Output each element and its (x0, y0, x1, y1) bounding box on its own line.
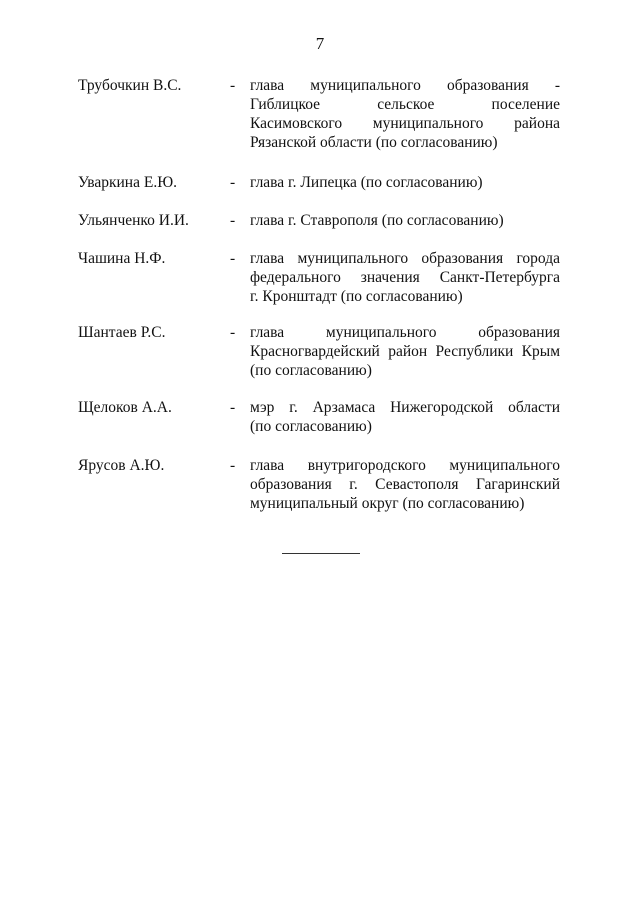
separator-dash: - (230, 212, 236, 229)
position-line: глава муниципального образования - (250, 77, 560, 94)
position-line: (по согласованию) (250, 362, 372, 379)
member-entry (78, 173, 560, 192)
position-line: (по согласованию) (250, 418, 372, 435)
member-name: Трубочкин В.С. (78, 77, 182, 94)
position-line: глава внутригородского муниципального (250, 457, 560, 474)
position-line: муниципальный округ (по согласованию) (250, 495, 525, 512)
member-name: Ульянченко И.И. (78, 212, 189, 229)
member-entry (78, 76, 560, 152)
member-name: Щелоков А.А. (78, 399, 172, 416)
member-position (250, 173, 560, 192)
member-entry (78, 323, 560, 380)
member-entry (78, 211, 560, 230)
position-line: Касимовского муниципального района (250, 115, 560, 132)
member-position (250, 456, 560, 513)
member-name: Уваркина Е.Ю. (78, 174, 177, 191)
position-line: глава муниципального образования (250, 324, 560, 341)
separator-dash: - (230, 399, 236, 416)
member-name: Шантаев Р.С. (78, 324, 166, 341)
position-line: глава г. Ставрополя (по согласованию) (250, 212, 504, 229)
position-line: Красногвардейский район Республики Крым (250, 343, 560, 360)
separator-dash: - (230, 250, 236, 267)
end-of-list-rule (282, 553, 360, 554)
separator-dash: - (230, 174, 236, 191)
position-line: федерального значения Санкт-Петербурга (250, 269, 560, 286)
member-position (250, 323, 560, 380)
separator-dash: - (230, 324, 236, 341)
member-name: Ярусов А.Ю. (78, 457, 165, 474)
member-entry (78, 456, 560, 513)
position-line: Гиблицкое сельское поселение (250, 96, 560, 113)
member-position (250, 398, 560, 436)
separator-dash: - (230, 457, 236, 474)
member-position (250, 211, 560, 230)
separator-dash: - (230, 77, 236, 94)
position-line: глава муниципального образования города (250, 250, 560, 267)
page-number: 7 (315, 34, 325, 53)
position-line: глава г. Липецка (по согласованию) (250, 174, 483, 191)
member-position (250, 249, 560, 306)
member-entry (78, 398, 560, 436)
position-line: мэр г. Арзамаса Нижегородской области (250, 399, 560, 416)
member-entry (78, 249, 560, 306)
member-name: Чашина Н.Ф. (78, 250, 166, 267)
position-line: Рязанской области (по согласованию) (250, 134, 498, 151)
member-position (250, 76, 560, 152)
position-line: образования г. Севастополя Гагаринский (250, 476, 560, 493)
position-line: г. Кронштадт (по согласованию) (250, 288, 463, 305)
